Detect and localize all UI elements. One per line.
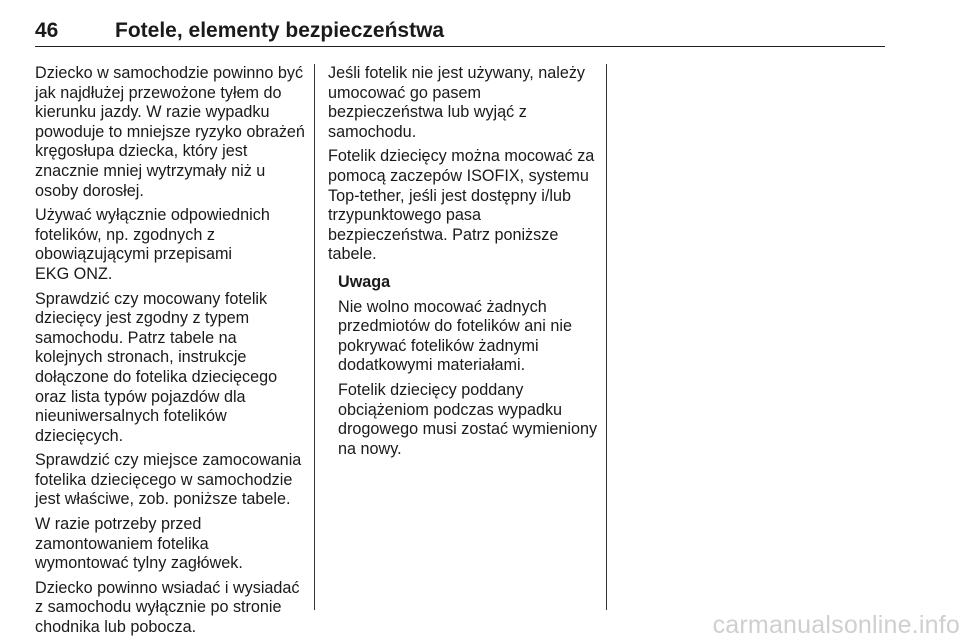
paragraph: Sprawdzić czy miejsce zamocowania fotelika dziecięcego w samochodzie jest właściwe, zob. poniższe tabele.	[35, 451, 302, 509]
note-title: Uwaga	[338, 272, 391, 291]
text-column-2	[328, 64, 600, 464]
column-divider	[606, 64, 607, 610]
watermark: carmanualsonline.info	[712, 611, 960, 639]
chapter-title: Fotele, elementy bezpieczeństwa	[115, 19, 445, 42]
paragraph: Sprawdzić czy mocowany fotelik dziecięcy jest zgodny z typem samochodu. Patrz tabele na kolejnych stronach, instrukcje dołączone do fotelika dziecięcego oraz lista typów pojazdów dla nieuniwersalnych fotelików dziecięcych.	[35, 289, 278, 445]
paragraph: Fotelik dziecięcy można mocować za pomocą zaczepów ISOFIX, systemu Top-tether, jeśli jest dostępny i/lub trzypunktowego pasa bezpieczeństwa. Patrz poniższe tabele.	[328, 147, 595, 264]
page-header	[35, 18, 885, 47]
note-paragraph: Nie wolno mocować żadnych przedmiotów do fotelików ani nie pokrywać fotelików żadnymi dodatkowymi materiałami.	[338, 297, 572, 375]
paragraph: Dziecko w samochodzie powinno być jak najdłużej przewożone tyłem do kierunku jazdy. W razie wypadku powoduje to mniejsze ryzyko obrażeń kręgosłupa dziecka, który jest znacznie mniej wytrzymały niż u osoby dorosłej.	[35, 64, 305, 200]
paragraph: W razie potrzeby przed zamontowaniem fotelika wymontować tylny zagłówek.	[35, 515, 243, 573]
note-box	[338, 273, 600, 459]
paragraph: Dziecko powinno wsiadać i wysiadać z samochodu wyłącznie po stronie chodnika lub pobocza.	[35, 578, 300, 637]
paragraph: Używać wyłącznie odpowiednich fotelików, np. zgodnych z obowiązującymi przepisami EKG ONZ.	[35, 206, 270, 283]
paragraph: Jeśli fotelik nie jest używany, należy umocować go pasem bezpieczeństwa lub wyjąć z samochodu.	[328, 64, 586, 141]
note-paragraph: Fotelik dziecięcy poddany obciążeniom podczas wypadku drogowego musi zostać wymieniony na nowy.	[338, 380, 598, 458]
page-number: 46	[35, 19, 59, 42]
column-divider	[314, 64, 315, 610]
text-column-1	[35, 64, 307, 643]
